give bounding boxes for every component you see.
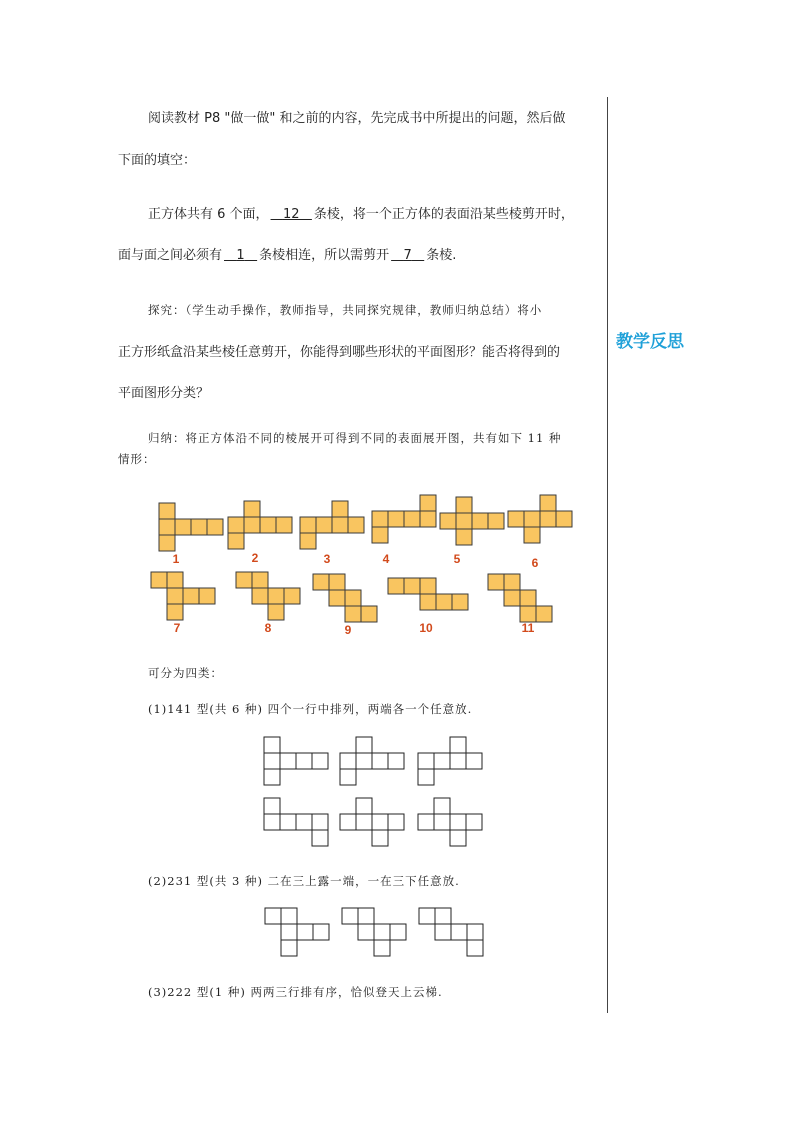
net-square	[264, 753, 280, 769]
cube-net-5	[440, 497, 504, 545]
net-square	[436, 594, 452, 610]
net-square	[280, 814, 296, 830]
fill-text: 条棱.	[426, 248, 457, 263]
net-square	[167, 572, 183, 588]
net-square	[264, 798, 280, 814]
net-square	[151, 572, 167, 588]
cube-net-10	[388, 578, 468, 610]
net-square	[332, 501, 348, 517]
net-number-label: 10	[419, 621, 433, 635]
net-square	[388, 814, 404, 830]
net-square	[540, 511, 556, 527]
outline-net-3	[418, 737, 482, 785]
net-square	[488, 574, 504, 590]
net-square	[466, 753, 482, 769]
net-square	[191, 519, 207, 535]
net-square	[265, 908, 281, 924]
net-square	[466, 814, 482, 830]
net-square	[268, 604, 284, 620]
net-square	[420, 511, 436, 527]
net-square	[207, 519, 223, 535]
net-square	[467, 940, 483, 956]
outline-net-9	[419, 908, 483, 956]
net-square	[452, 594, 468, 610]
net-square	[361, 606, 377, 622]
net-square	[236, 572, 252, 588]
net-square	[420, 594, 436, 610]
outline-net-7	[265, 908, 329, 956]
net-square	[440, 513, 456, 529]
net-square	[524, 511, 540, 527]
net-square	[329, 590, 345, 606]
net-number-label: 3	[323, 552, 331, 566]
net-square	[450, 737, 466, 753]
net-square	[264, 814, 280, 830]
cube-net-11	[488, 574, 552, 622]
net-number-label: 11	[521, 621, 535, 635]
net-square	[300, 517, 316, 533]
net-square	[159, 519, 175, 535]
net-square	[504, 574, 520, 590]
net-square	[420, 495, 436, 511]
net-square	[313, 574, 329, 590]
type-231-label: (2)231 型(共 3 种) 二在三上露一端，一在三下任意放.	[148, 874, 460, 888]
fill-answer: 1	[236, 248, 245, 263]
net-square	[372, 753, 388, 769]
net-square	[520, 606, 536, 622]
net-square	[388, 578, 404, 594]
explore-line-1: 探究：（学生动手操作，教师指导，共同探究规律，教师归纳总结）将小	[148, 303, 543, 317]
net-square	[345, 606, 361, 622]
net-square	[281, 924, 297, 940]
net-square	[356, 737, 372, 753]
outline-net-8	[342, 908, 406, 956]
summary-line-1: 归纳：将正方体沿不同的棱展开可得到不同的表面展开图，共有如下 11 种	[148, 431, 562, 445]
cube-net-9	[313, 574, 377, 622]
sidebar-title: 教学反思	[616, 332, 684, 352]
net-square	[356, 798, 372, 814]
outline-net-4	[264, 798, 328, 846]
net-square	[372, 511, 388, 527]
cube-net-8	[236, 572, 300, 620]
net-square	[520, 590, 536, 606]
net-square	[390, 924, 406, 940]
net-square	[536, 606, 552, 622]
type-141-label: (1)141 型(共 6 种) 四个一行中排列，两端各一个任意放.	[148, 702, 473, 716]
net-square	[316, 517, 332, 533]
outline-net-2	[340, 737, 404, 785]
net-square	[450, 753, 466, 769]
fill-answer: 7	[403, 248, 412, 263]
net-square	[228, 533, 244, 549]
cube-net-4	[372, 495, 436, 543]
net-square	[175, 519, 191, 535]
net-square	[348, 517, 364, 533]
net-square	[296, 814, 312, 830]
net-number-label: 2	[251, 551, 259, 565]
net-square	[252, 572, 268, 588]
net-number-label: 8	[264, 621, 272, 635]
net-square	[312, 814, 328, 830]
net-square	[540, 495, 556, 511]
net-square	[260, 517, 276, 533]
fill-text: 正方体共有 6 个面，	[148, 207, 269, 222]
net-square	[556, 511, 572, 527]
net-square	[358, 908, 374, 924]
net-square	[159, 535, 175, 551]
net-square	[434, 814, 450, 830]
outline-net-6	[418, 798, 482, 846]
net-square	[313, 924, 329, 940]
fill-text: 条棱，将一个正方体的表面沿某些棱剪开时，	[313, 207, 574, 222]
net-square	[252, 588, 268, 604]
outline-net-1	[264, 737, 328, 785]
net-number-label: 5	[453, 552, 461, 566]
net-square	[356, 753, 372, 769]
explore-line-2: 正方形纸盒沿某些棱任意剪开，你能得到哪些形状的平面图形？能否将得到的	[118, 345, 561, 360]
net-square	[456, 513, 472, 529]
net-square	[280, 753, 296, 769]
fill-answer: 12	[282, 207, 300, 222]
net-number-label: 6	[531, 556, 539, 570]
net-square	[388, 753, 404, 769]
net-square	[264, 737, 280, 753]
fill-text: 条棱相连，所以需剪开	[259, 248, 390, 263]
net-square	[340, 814, 356, 830]
net-square	[372, 527, 388, 543]
net-square	[372, 814, 388, 830]
net-square	[167, 604, 183, 620]
net-square	[435, 924, 451, 940]
intro-line-2: 下面的填空：	[118, 153, 197, 168]
net-square	[356, 814, 372, 830]
net-square	[312, 753, 328, 769]
net-square	[404, 511, 420, 527]
net-square	[281, 940, 297, 956]
net-square	[418, 753, 434, 769]
net-square	[167, 588, 183, 604]
net-square	[488, 513, 504, 529]
net-square	[332, 517, 348, 533]
net-square	[472, 513, 488, 529]
net-square	[228, 517, 244, 533]
net-square	[420, 578, 436, 594]
net-number-label: 1	[172, 552, 180, 566]
net-square	[374, 940, 390, 956]
net-square	[342, 908, 358, 924]
net-square	[296, 753, 312, 769]
classify-intro: 可分为四类：	[148, 666, 223, 680]
net-square	[456, 497, 472, 513]
net-square	[404, 578, 420, 594]
net-square	[451, 924, 467, 940]
net-square	[435, 908, 451, 924]
net-square	[244, 517, 260, 533]
net-square	[264, 769, 280, 785]
net-square	[358, 924, 374, 940]
net-square	[329, 574, 345, 590]
net-number-label: 4	[382, 552, 390, 566]
outline-net-5	[340, 798, 404, 846]
net-square	[456, 529, 472, 545]
net-number-label: 9	[344, 623, 352, 637]
net-square	[388, 511, 404, 527]
net-square	[467, 924, 483, 940]
net-square	[297, 924, 313, 940]
net-square	[268, 588, 284, 604]
net-square	[434, 753, 450, 769]
net-square	[450, 830, 466, 846]
explore-line-3: 平面图形分类？	[118, 386, 210, 401]
net-square	[244, 501, 260, 517]
net-square	[372, 830, 388, 846]
net-square	[419, 908, 435, 924]
net-square	[524, 527, 540, 543]
net-square	[374, 924, 390, 940]
net-square	[340, 769, 356, 785]
net-square	[504, 590, 520, 606]
type-222-label: (3)222 型(1 种) 两两三行排有序，恰似登天上云梯.	[148, 985, 443, 999]
intro-line-1: 阅读教材 P8 "做一做" 和之前的内容，先完成书中所提出的问题，然后做	[148, 111, 566, 126]
net-square	[345, 590, 361, 606]
net-square	[418, 769, 434, 785]
net-square	[199, 588, 215, 604]
net-square	[284, 588, 300, 604]
cube-net-2	[228, 501, 292, 549]
cube-net-3	[300, 501, 364, 549]
cube-net-6	[508, 495, 572, 543]
net-square	[450, 814, 466, 830]
net-square	[159, 503, 175, 519]
fill-text: 面与面之间必须有	[118, 248, 223, 263]
net-square	[281, 908, 297, 924]
net-square	[434, 798, 450, 814]
cube-net-7	[151, 572, 215, 620]
summary-line-2: 情形：	[118, 452, 156, 466]
net-number-label: 7	[173, 621, 181, 635]
net-square	[418, 814, 434, 830]
net-square	[312, 830, 328, 846]
net-square	[276, 517, 292, 533]
net-square	[508, 511, 524, 527]
net-square	[183, 588, 199, 604]
cube-net-1	[159, 503, 223, 551]
net-square	[300, 533, 316, 549]
net-square	[340, 753, 356, 769]
